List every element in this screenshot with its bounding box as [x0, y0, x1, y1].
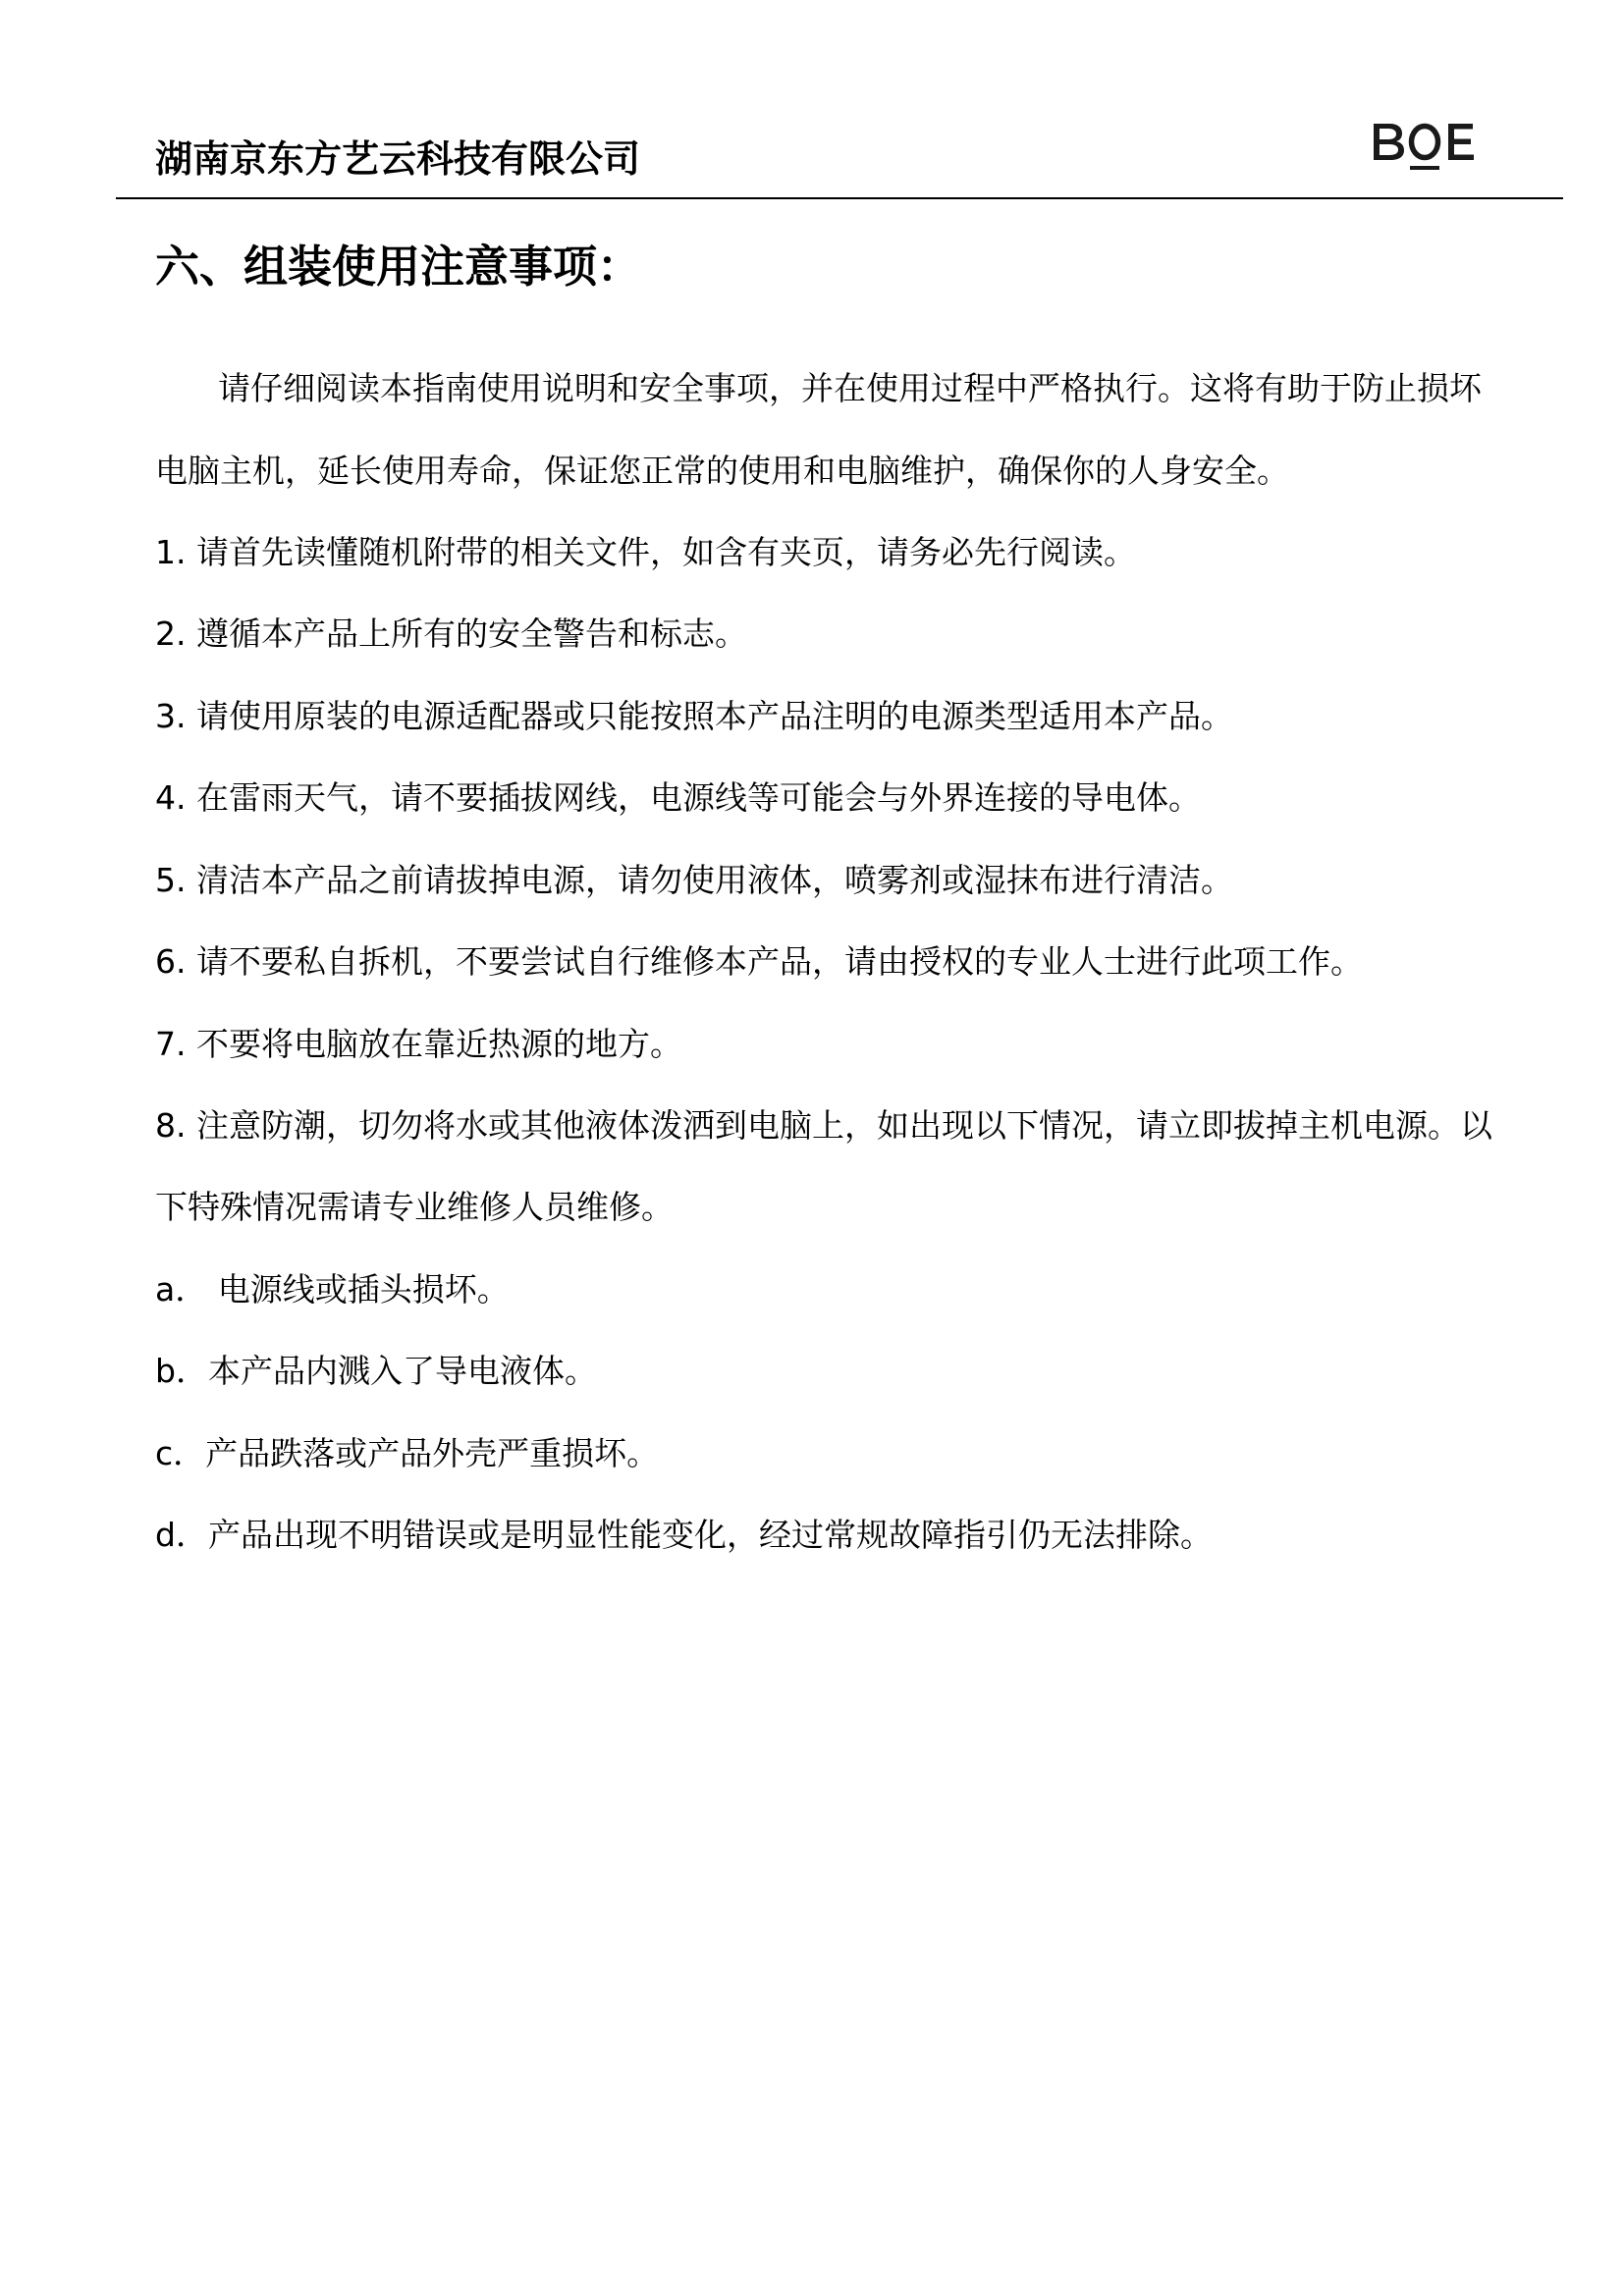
intro-paragraph-line: 请仔细阅读本指南使用说明和安全事项，并在使用过程中严格执行。这将有助于防止损坏: [218, 369, 1482, 407]
intro-paragraph-line: 电脑主机，延长使用寿命，保证您正常的使用和电脑维护，确保你的人身安全。: [155, 452, 1289, 490]
section-title: 六、组装使用注意事项：: [155, 240, 642, 293]
sub-list-item: d．产品出现不明错误或是明显性能变化，经过常规故障指引仍无法排除。: [155, 1516, 1213, 1554]
sub-list-item: c．产品跌落或产品外壳严重损坏。: [155, 1434, 660, 1472]
company-name: 湖南京东方艺云科技有限公司: [155, 137, 641, 181]
list-item: 6. 请不要私自拆机，不要尝试自行维修本产品，请由授权的专业人士进行此项工作。: [155, 942, 1363, 981]
list-item: 4. 在雷雨天气，请不要插拔网线，电源线等可能会与外界连接的导电体。: [155, 778, 1201, 817]
header-divider: [116, 197, 1563, 199]
list-item-continuation: 下特殊情况需请专业维修人员维修。: [155, 1188, 674, 1226]
sub-list-item: a． 电源线或插头损坏。: [155, 1270, 510, 1308]
list-item: 5. 清洁本产品之前请拔掉电源，请勿使用液体，喷雾剂或湿抹布进行清洁。: [155, 861, 1233, 899]
list-item: 7. 不要将电脑放在靠近热源的地方。: [155, 1025, 682, 1063]
sub-list-item: b．本产品内溅入了导电液体。: [155, 1352, 597, 1390]
list-item: 8. 注意防潮，切勿将水或其他液体泼洒到电脑上，如出现以下情况，请立即拔掉主机电源。以: [155, 1106, 1492, 1145]
list-item: 2. 遵循本产品上所有的安全警告和标志。: [155, 614, 747, 653]
list-item: 3. 请使用原装的电源适配器或只能按照本产品注明的电源类型适用本产品。: [155, 697, 1233, 735]
list-item: 1. 请首先读懂随机附带的相关文件，如含有夹页，请务必先行阅读。: [155, 533, 1136, 571]
boe-logo: [1370, 116, 1478, 171]
